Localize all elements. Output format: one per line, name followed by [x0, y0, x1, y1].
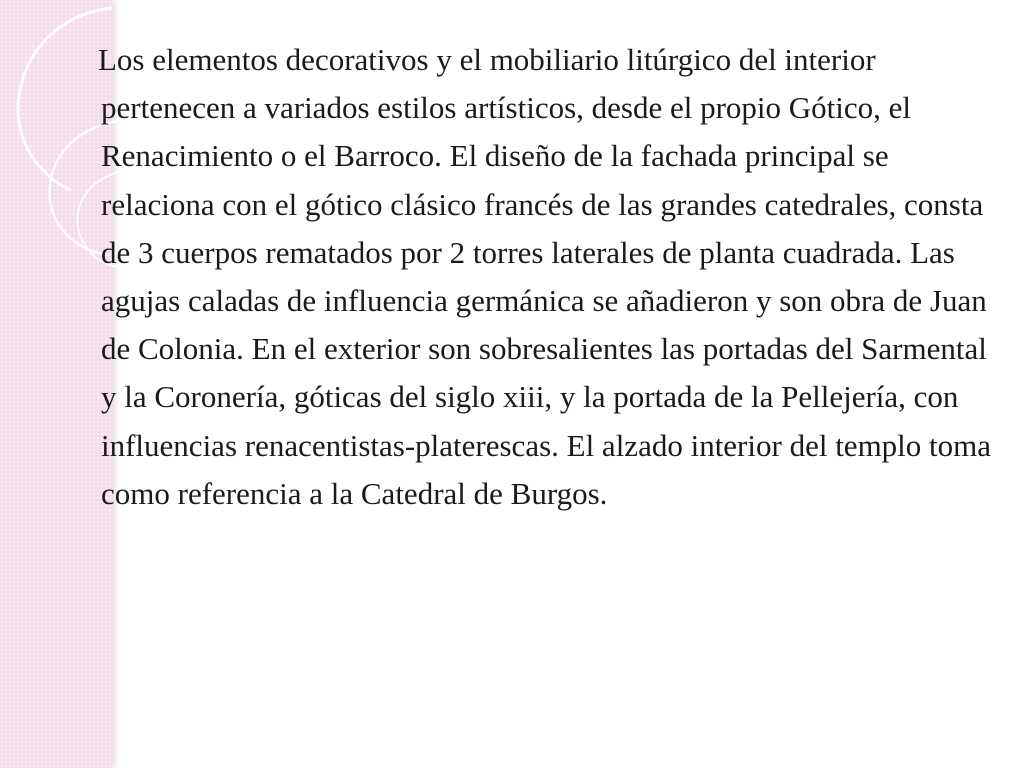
body-paragraph: Los elementos decorativos y el mobiliario litúrgico del interior pertenecen a variados estilos artísticos, desde el propio Gótico, el Renacimiento o el Barroco. El diseño de la fachada principal se relaciona con el gótico clásico francés de las grandes catedrales, consta de 3 cuerpos rematados por 2 torres laterales de planta cuadrada. Las agujas caladas de influencia germánica se añadieron y son obra de Juan de Colonia. En el exterior son sobresalientes las portadas del Sarmental y la Coronería, góticas del siglo xiii, y la portada de la Pellejería, con influencias renacentistas-platerescas. El alzado interior del templo toma como referencia a la Catedral de Burgos. — [98, 42, 992, 511]
